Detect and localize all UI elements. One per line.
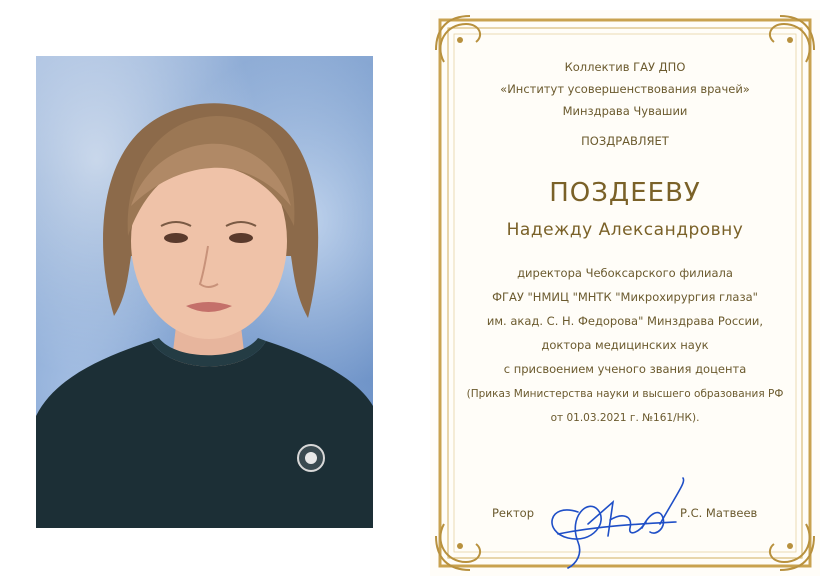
order-line-2: от 01.03.2021 г. №161/НК). — [550, 412, 700, 424]
body-line-1: директора Чебоксарского филиала — [517, 266, 733, 280]
body-line-5: с присвоением ученого звания доцента — [503, 362, 747, 376]
signer-title: Ректор — [492, 506, 534, 520]
signature-row — [430, 506, 820, 530]
body-line-3: им. акад. С. Н. Федорова" Минздрава России, — [486, 314, 764, 328]
order-line-1: (Приказ Министерства науки и высшего образования РФ — [466, 388, 784, 400]
signer-name: Р.С. Матвеев — [680, 506, 758, 520]
portrait-illustration — [36, 56, 373, 528]
congrats-word: ПОЗДРАВЛЯЕТ — [581, 134, 669, 148]
portrait-photo — [36, 56, 373, 528]
recipient-surname: ПОЗДЕЕВУ — [549, 178, 701, 208]
congratulation-certificate — [430, 10, 820, 576]
body-line-4: доктора медицинских наук — [541, 338, 709, 352]
recipient-given-names: Надежду Александровну — [506, 220, 744, 240]
issuer-line-1: Коллектив ГАУ ДПО — [564, 60, 686, 74]
body-line-2: ФГАУ "НМИЦ "МНТК "Микрохирургия глаза" — [492, 290, 758, 304]
issuer-line-3: Минздрава Чувашии — [562, 104, 688, 118]
issuer-line-2: «Институт усовершенствования врачей» — [500, 82, 750, 96]
